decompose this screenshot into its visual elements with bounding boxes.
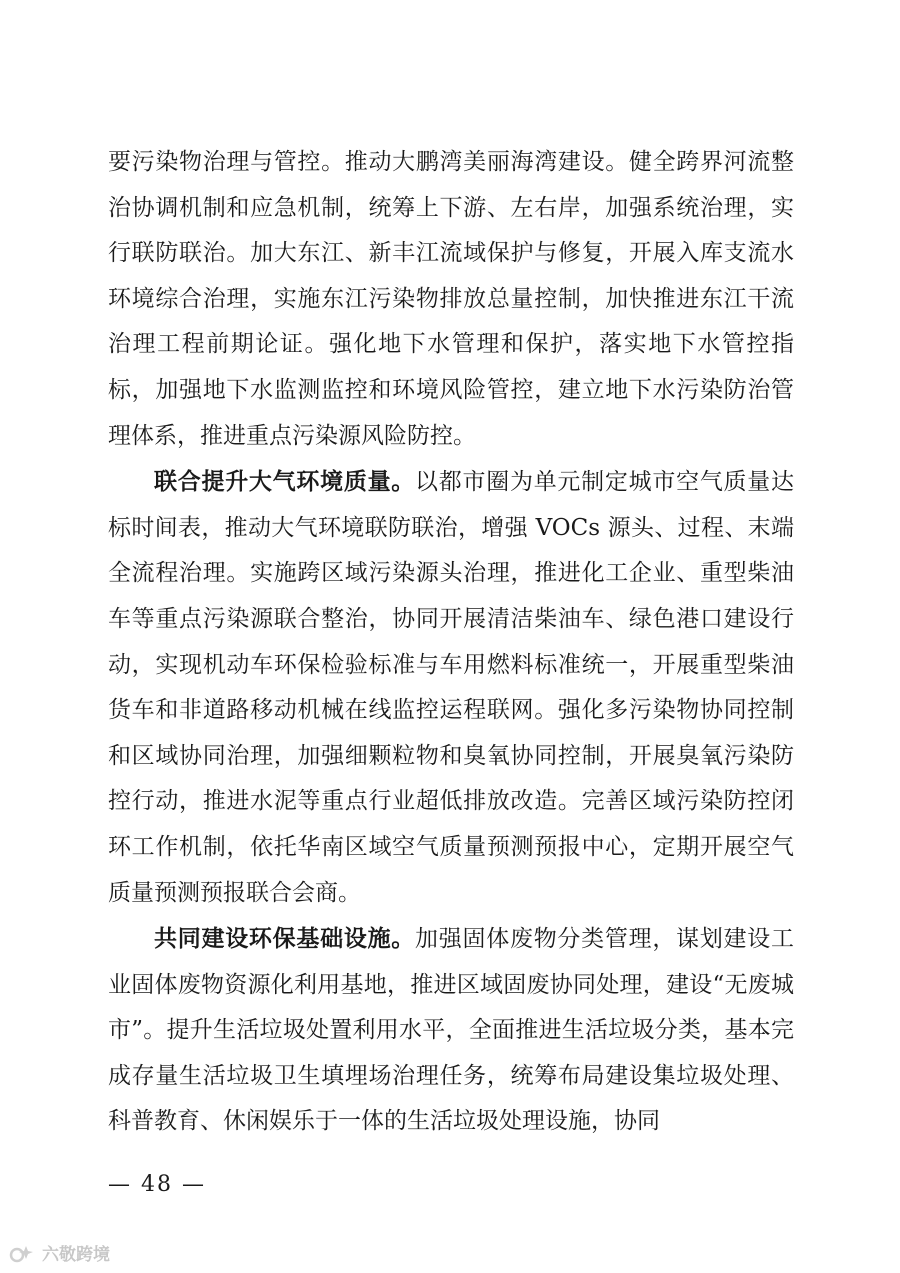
paragraph-3 <box>108 916 794 1145</box>
paragraph-2 <box>108 459 794 916</box>
paragraph-2-text: 以都市圈为单元制定城市空气质量达标时间表，推动大气环境联防联治，增强 VOCs 源头、过程、末端全流程治理。实施跨区域污染源头治理，推进化工企业、重型柴油车等重点污染源联合整治，协同开展清洁柴油车、绿色港口建设行动，实现机动车环保检验标准与车用燃料标准统一，开展重型柴油货车和非道路移动机械在线监控运程联网。强化多污染物协同控制和区域协同治理，加强细颗粒物和臭氧协同控制，开展臭氧污染防控行动，推进水泥等重点行业超低排放改造。完善区域污染防控闭环工作机制，依托华南区域空气质量预测预报中心，定期开展空气质量预测预报联合会商。 <box>108 469 795 906</box>
paragraph-1 <box>108 140 794 459</box>
paragraph-3-text: 加强固体废物分类管理，谋划建设工业固体废物资源化利用基地，推进区域固废协同处理，建设“无废城市”。提升生活垃圾处置利用水平，全面推进生活垃圾分类，基本完成存量生活垃圾卫生填埋场治理任务，统筹布局建设集垃圾处理、科普教育、休闲娱乐于一体的生活垃圾处理设施，协同 <box>108 926 795 1135</box>
sparkle-logo-icon <box>8 1242 38 1264</box>
page-number: — 48 — <box>108 1172 206 1197</box>
watermark <box>8 1240 110 1265</box>
paragraph-3-lead: 共同建设环保基础设施。 <box>154 925 416 953</box>
watermark-text: 六敬跨境 <box>42 1245 110 1265</box>
body-text <box>108 140 794 1145</box>
paragraph-1-text: 要污染物治理与管控。推动大鹏湾美丽海湾建设。健全跨界河流整治协调机制和应急机制，统筹上下游、左右岸，加强系统治理，实行联防联治。加大东江、新丰江流域保护与修复，开展入库支流水环境综合治理，实施东江污染物排放总量控制，加快推进东江干流治理工程前期论证。强化地下水管理和保护，落实地下水管控指标，加强地下水监测监控和环境风险管控，建立地下水污染防治管理体系，推进重点污染源风险防控。 <box>108 149 794 449</box>
paragraph-2-lead: 联合提升大气环境质量。 <box>154 468 416 496</box>
